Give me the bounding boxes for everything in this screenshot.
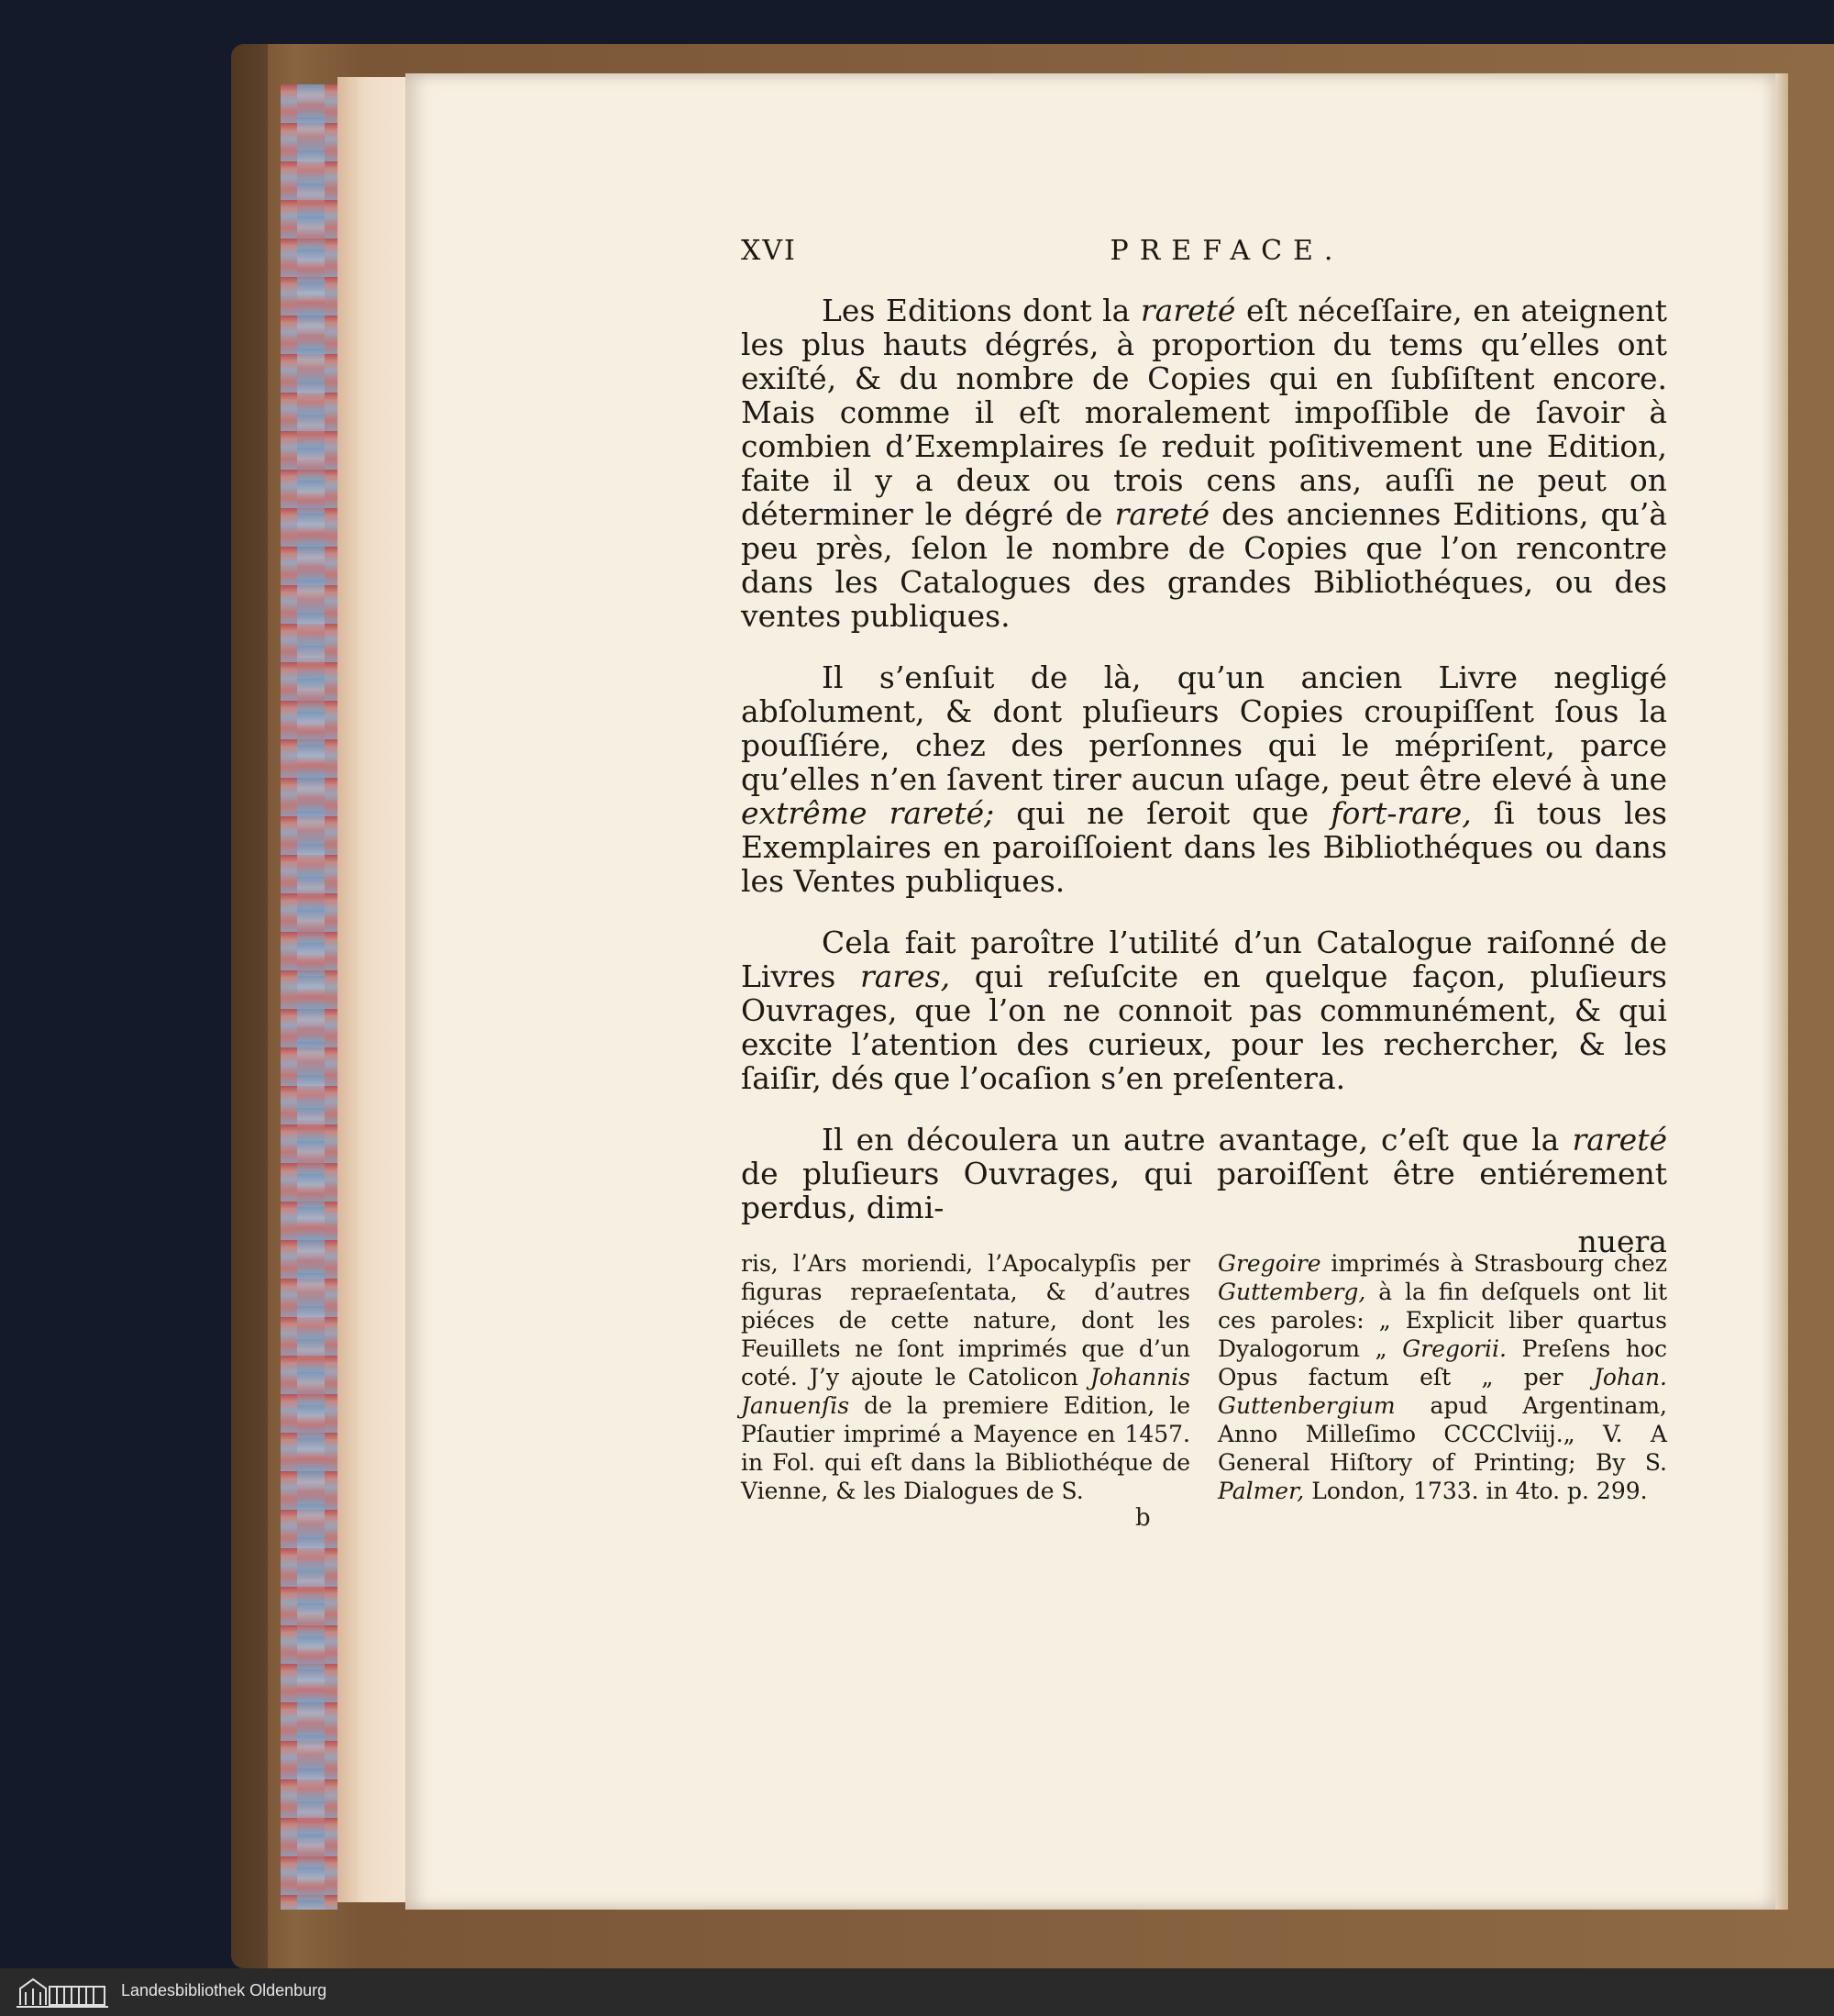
page-stack-edge: [337, 77, 407, 1902]
text-run: ris, l’Ars moriendi, l’Apocalypſis per figuras repraeſentata, & d’autres piéces de cette nature, dont les Feuillets ne ſont imprimés que d’un coté. J’y ajoute le Catolicon: [741, 1250, 1190, 1390]
italic-run: Palmer,: [1218, 1478, 1305, 1504]
running-title: PREFACE.: [1110, 235, 1344, 267]
italic-run: fort-rare,: [1331, 795, 1472, 831]
italic-run: Guttemberg,: [1218, 1279, 1366, 1305]
text-run: Il s’enſuit de là, qu’un ancien Livre negligé abſolument, & dont pluſieurs Copies croupiſſent ſous la pouſſiére, chez des perſonnes qui le mépriſent, parce qu’elles n’en ſavent tirer aucun uſage, peut être elevé à une: [741, 659, 1667, 797]
book-spine-shadow: [231, 44, 268, 1968]
text-run: des anciennes Editions, qu’à peu près, ſelon le nombre de Copies que l’on rencontre dans les Catalogues des grandes Bibliothéques, ou des ventes publiques.: [741, 496, 1668, 634]
paragraph-2: [741, 660, 1667, 898]
italic-run: rareté: [1114, 496, 1210, 532]
text-run: Les Editions dont la: [822, 293, 1141, 328]
italic-run: rareté: [1140, 293, 1236, 328]
text-run: London, 1733. in 4to. p. 299.: [1304, 1478, 1648, 1504]
main-text: [741, 294, 1667, 1258]
library-building-icon: [17, 1976, 108, 2009]
italic-run: Johannis Januenſis: [741, 1364, 1190, 1419]
text-run: qui reſuſcite en quelque façon, pluſieurs Ouvrages, que l’on ne connoit pas communément, & qui excite l’atention des curieux, pour les rechercher, & les ſaiſir, dés que l’ocaſion s’en preſentera.: [741, 958, 1667, 1096]
marbled-page-edge: [281, 84, 337, 1910]
text-run: de la premiere Edition, le Pſautier imprimé a Mayence en 1457. in Fol. qui eſt dans la Bibliothéque de Vienne, & les Dialogues de S.: [741, 1392, 1190, 1504]
italic-run: extrême rareté;: [741, 795, 995, 831]
text-run: de pluſieurs Ouvrages, qui paroiſſent être entiérement perdus, dimi-: [741, 1156, 1667, 1225]
page-right-edge: [1775, 73, 1788, 1910]
italic-run: rareté: [1572, 1122, 1667, 1158]
text-run: eſt néceſſaire, en ateignent les plus hauts dégrés, à proportion du tems qu’elles ont exiſté, & du nombre de Copies qui en ſubſiſtent encore. Mais comme il eſt moralement impoſſible de ſavoir à combien d’Exemplaires ſe reduit poſitivement une Edition, faite il y a deux ou trois cens ans, auſſi ne peut on déterminer le dégré de: [741, 293, 1668, 532]
library-footer: [0, 1968, 1834, 2016]
library-name: Landesbibliothek Oldenburg: [121, 1981, 327, 1999]
text-run: à la fin deſquels ont lit ces paroles: „ Explicit liber quartus Dyalogorum „: [1218, 1279, 1667, 1362]
italic-run: Johan. Guttenbergium: [1218, 1364, 1667, 1419]
page-header: [741, 235, 1667, 271]
text-run: imprimés à Strasbourg chez: [1320, 1250, 1667, 1277]
text-run: ſi tous les Exemplaires en paroiſſoient dans les Bibliothéques ou dans les Ventes publiques.: [741, 795, 1667, 899]
paragraph-1: [741, 294, 1667, 633]
paragraph-4: [741, 1123, 1667, 1224]
catchword: nuera: [1577, 1224, 1667, 1259]
text-run: Cela fait paroître l’utilité d’un Catalogue raiſonné de Livres: [741, 925, 1667, 994]
footnote-left-column: [741, 1249, 1190, 1505]
text-run: Il en découlera un autre avantage, c’eſt que la: [822, 1122, 1573, 1158]
italic-run: Gregoire: [1218, 1250, 1321, 1277]
page-number: XVI: [741, 235, 797, 267]
italic-run: Gregorii.: [1402, 1335, 1507, 1362]
text-run: apud Argentinam, Anno Milleſimo CCCClviij.„ V. A General Hiſtory of Printing; By S.: [1218, 1392, 1667, 1476]
paragraph-3: [741, 925, 1667, 1095]
footnote-right-column: [1218, 1249, 1667, 1505]
text-run: qui ne ſeroit que: [994, 795, 1331, 831]
text-run: Preſens hoc Opus factum eſt „ per: [1218, 1335, 1668, 1390]
italic-run: rares,: [859, 958, 951, 994]
signature-mark: b: [1135, 1504, 1151, 1532]
